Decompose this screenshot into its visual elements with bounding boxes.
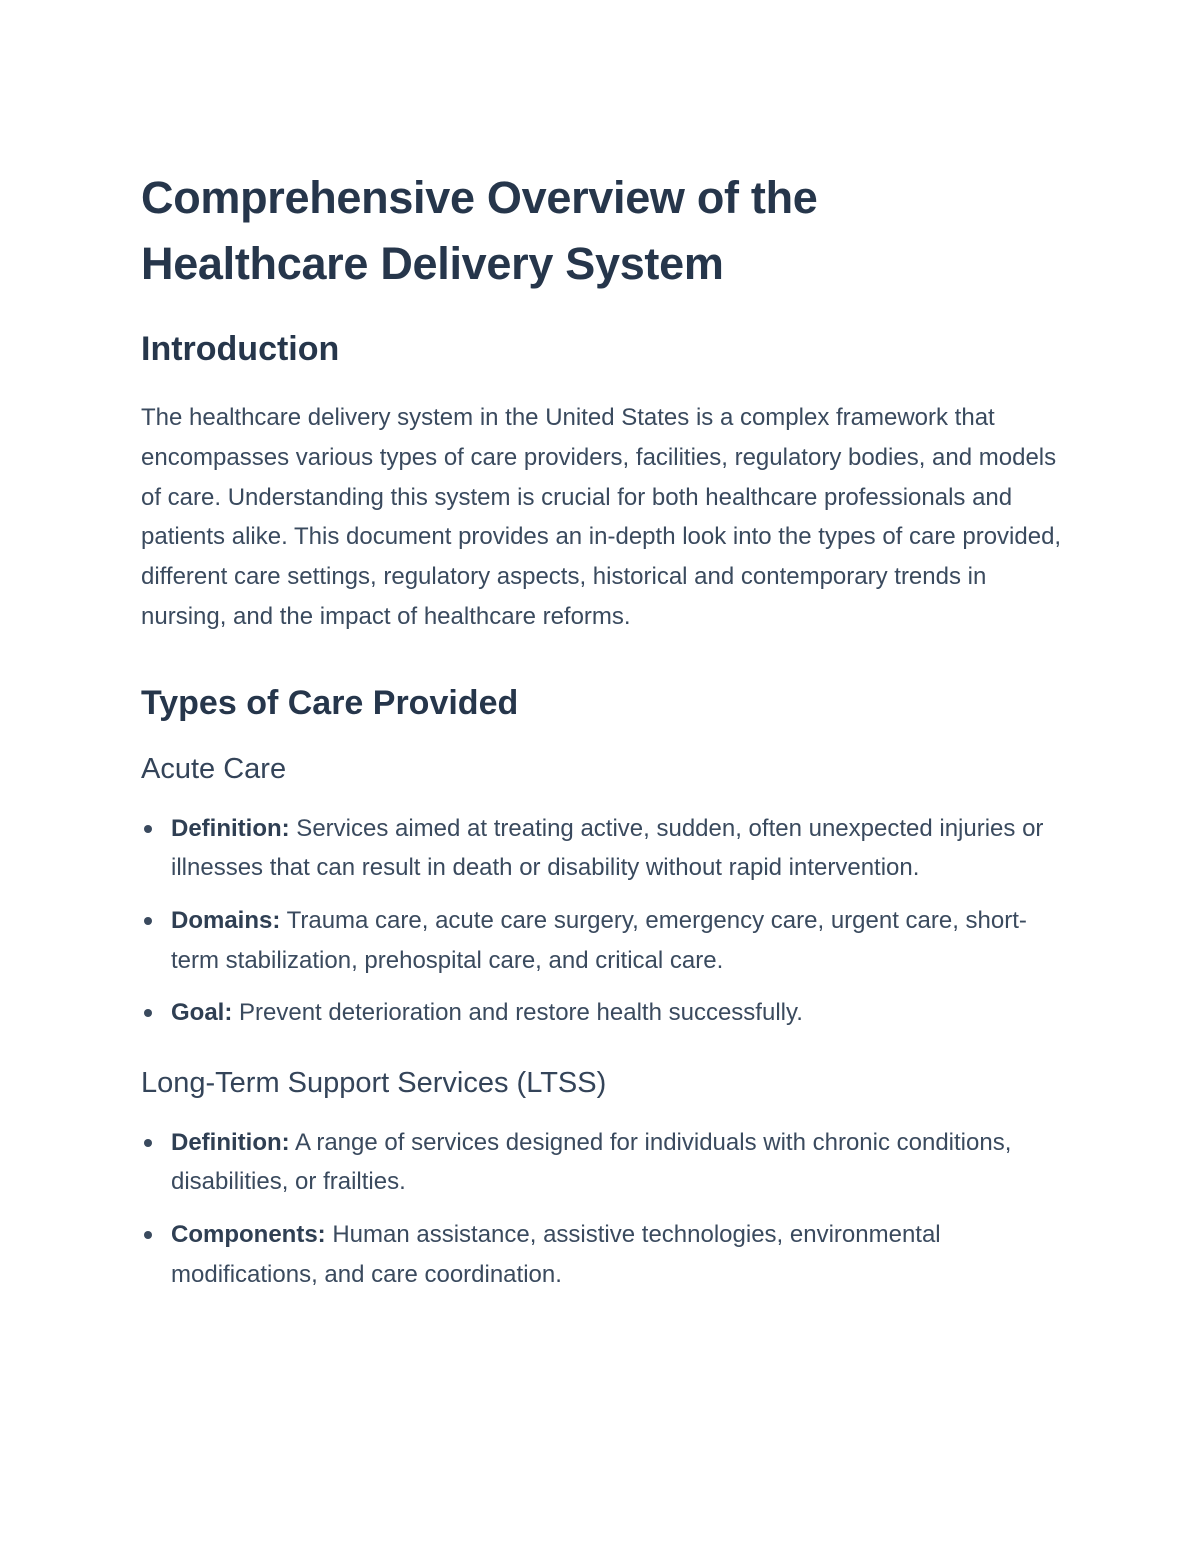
list-item [141, 1123, 1071, 1202]
bullet-icon [144, 1009, 152, 1017]
introduction-paragraph: The healthcare delivery system in the United States is a complex framework that encompasses various types of care providers, facilities, regulatory bodies, and models of care. Understanding this system is crucial for both healthcare professionals and patients alike. This document provides an in-depth look into the types of care provided, different care settings, regulatory aspects, historical and contemporary trends in nursing, and the impact of healthcare reforms. [141, 404, 1062, 630]
list-item-term: Domains: [171, 906, 281, 934]
acute-care-list [141, 809, 1071, 1033]
introduction-heading: Introduction [141, 330, 340, 368]
list-item [141, 1215, 1071, 1294]
document-title-line-1: Comprehensive Overview of the [141, 172, 818, 223]
bullet-icon [144, 1231, 152, 1239]
list-item-term: Definition: [171, 814, 290, 842]
list-item-term: Definition: [171, 1128, 290, 1156]
document-title [141, 165, 1071, 297]
bullet-icon [144, 917, 152, 925]
list-item-text: Prevent deterioration and restore health successfully. [232, 999, 803, 1027]
list-item [141, 901, 1071, 980]
acute-care-heading: Acute Care [141, 752, 287, 785]
document-page [141, 165, 1071, 1294]
list-item-text: Human assistance, assistive technologies, environmental modifications, and care coordination. [171, 1220, 941, 1288]
document-title-line-2: Healthcare Delivery System [141, 238, 724, 289]
ltss-heading: Long-Term Support Services (LTSS) [141, 1066, 607, 1099]
list-item-text: Services aimed at treating active, sudden, often unexpected injuries or illnesses that can result in death or disability without rapid intervention. [171, 814, 1044, 882]
list-item-text: A range of services designed for individuals with chronic conditions, disabilities, or frailties. [171, 1128, 1012, 1196]
list-item [141, 993, 1071, 1033]
list-item-text: Trauma care, acute care surgery, emergency care, urgent care, short-term stabilization, prehospital care, and critical care. [171, 906, 1027, 974]
list-item-term: Goal: [171, 999, 233, 1027]
list-item-term: Components: [171, 1220, 326, 1248]
list-item [141, 809, 1071, 888]
bullet-icon [144, 1139, 152, 1147]
ltss-list [141, 1123, 1071, 1294]
bullet-icon [144, 825, 152, 833]
types-of-care-heading: Types of Care Provided [141, 683, 519, 722]
